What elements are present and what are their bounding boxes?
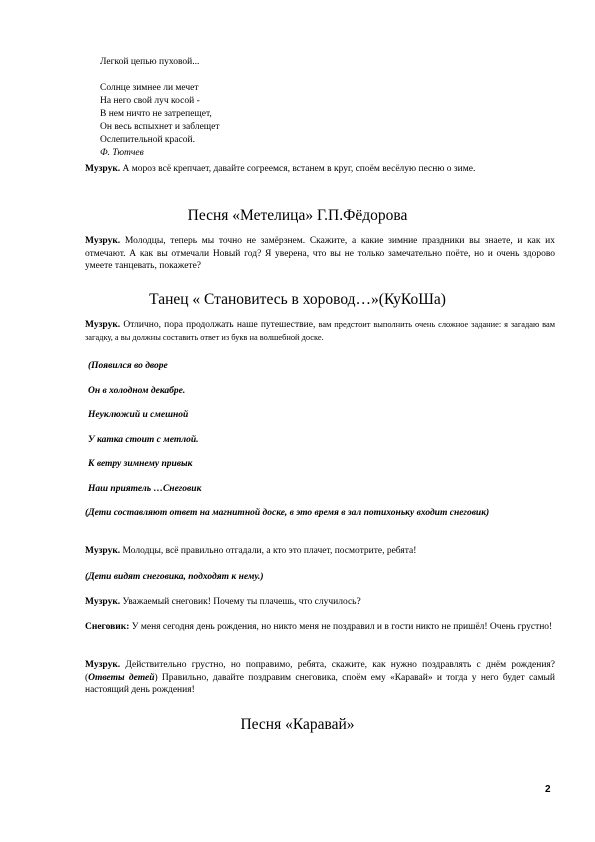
speaker-label: Музрук.: [85, 546, 121, 556]
poem-author: Ф. Тютчев: [100, 148, 144, 158]
paragraph-6: [85, 621, 555, 634]
paragraph-5: [85, 596, 555, 609]
poem-line-4: В нем ничто не затрепещет,: [100, 109, 212, 119]
poem-line-6: Ослепительной красой.: [100, 135, 195, 145]
riddle-line-6: Наш приятель …Снеговик: [88, 484, 202, 494]
poem-line-2: Солнце зимнее ли мечет: [100, 83, 199, 93]
page-number: 2: [545, 784, 551, 795]
paragraph-text: А мороз всё крепчает, давайте согреемся, встанем в круг, споём весёлую песню о зиме.: [120, 164, 476, 174]
poem-line-1: Легкой цепью пуховой...: [100, 57, 200, 67]
paragraph-text: Молодцы, теперь мы точно не замёрзнем. Скажите, а какие зимние праздники вы знаете, и как их отмечают. А как вы отмечали Новый год? Я уверена, что вы не только замечательно поёте, но и очень здорово умеете танцевать, покажете?: [85, 236, 555, 272]
stage-direction-2: (Дети видят снеговика, подходят к нему.): [85, 572, 264, 582]
paragraph-text: У меня сегодня день рождения, но никто меня не поздравил и в гости никто не пришёл! Очень грустно!: [129, 622, 553, 632]
paragraph-text: Уважаемый снеговик! Почему ты плачешь, что случилось?: [120, 597, 361, 607]
paragraph-text: Действительно грустно, но поправимо, ребята, скажите, как нужно поздравлять с днём рождения? (: [85, 660, 555, 683]
speaker-label: Музрук.: [85, 660, 121, 670]
stage-direction-1: (Дети составляют ответ на магнитной доске, в это время в зал потихоньку входит снеговик): [85, 508, 490, 518]
paragraph-1: [85, 163, 555, 176]
poem-line-3: На него свой луч косой -: [100, 96, 200, 106]
heading-dance: Танец « Становитесь в хоровод…»(КуКоШа): [149, 291, 446, 308]
speaker-label: Снеговик:: [85, 622, 130, 632]
speaker-label: Музрук.: [85, 597, 121, 607]
riddle-line-1: (Появился во дворе: [88, 361, 168, 371]
paragraph-3: [85, 319, 555, 344]
paragraph-7: [85, 659, 555, 697]
paragraph-text: ) Правильно, давайте поздравим снеговика, споём ему «Каравай» и тогда у него будет самый настоящий день рождения!: [85, 672, 555, 696]
riddle-line-2: Он в холодном декабре.: [88, 386, 186, 396]
paragraph-text: Отлично, пора продолжать наше путешествие,: [120, 320, 319, 330]
heading-song-karavai: Песня «Каравай»: [240, 716, 355, 733]
heading-song-metelitsa: Песня «Метелица» Г.П.Фёдорова: [187, 207, 408, 224]
answers-note: Ответы детей: [88, 672, 155, 683]
paragraph-text: Молодцы, всё правильно отгадали, а кто это плачет, посмотрите, ребята!: [120, 546, 417, 556]
paragraph-2: [85, 235, 555, 273]
poem-line-5: Он весь вспыхнет и заблещет: [100, 122, 220, 132]
riddle-line-4: У катка стоит с метлой.: [88, 435, 199, 445]
riddle-line-5: К ветру зимнему привык: [88, 459, 193, 469]
paragraph-text-small: вам предстоит выполнить очень сложное задание: я загадаю вам загадку, а вы должны составить ответ из букв на волшебной доске.: [85, 320, 556, 342]
paragraph-4: [85, 545, 555, 558]
speaker-label: Музрук.: [85, 164, 121, 174]
speaker-label: Музрук.: [85, 236, 121, 246]
speaker-label: Музрук.: [85, 320, 121, 330]
riddle-line-3: Неуклюжий и смешной: [88, 410, 189, 420]
